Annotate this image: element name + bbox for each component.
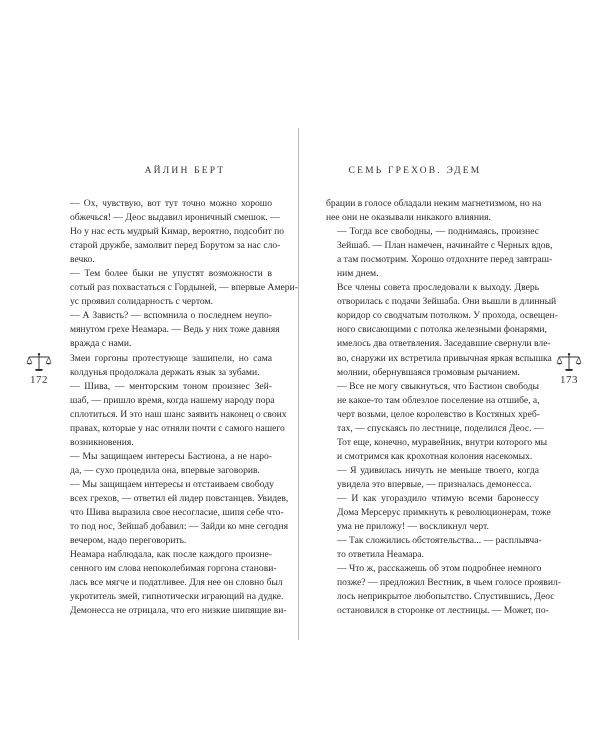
text-line: — Ох, чувствую, вот тут точно можно хорошо [70,198,272,209]
text-line: лась все мягче и податливее. Для нее он словно был [70,577,283,589]
text-line: а там посмотрим. Хорошо отдохните перед завтраш- [337,254,553,266]
text-line: тах, — спускаясь по лестнице, поделился Деос. — [337,422,544,434]
text-line: — Тогда все свободны, — поднимаясь, произнес [337,226,539,238]
text-line: остановился в сторонке от лестницы. — Может, по- [337,605,549,617]
paragraph [59,309,280,351]
paragraph [326,281,558,379]
text-line: вечером, надо переговорить. [70,535,187,547]
page-number: 172 [30,374,48,386]
page-number: 173 [560,374,578,386]
scales-icon [22,352,56,372]
text-line: Зейшаб. — План намечен, начинайте с Черных вдов, [337,240,553,252]
text-line: увидела это впервые, — призналась демонесса. [337,478,532,490]
paragraph [326,492,551,534]
text-line: брации в голосе обладали неким магнетизмом, но на [326,198,542,209]
paragraph [59,478,289,548]
paragraph [59,380,287,450]
text-line: черт возьми, целое королевство в Костяных хреб- [337,408,540,420]
text-line: Дома Мерсерус примкнуть к революционерам, тоже [337,507,551,519]
left-page-text [59,197,298,618]
text-line: сплотиться. И это наш шанс заявить наконец о своих [70,408,287,420]
text-line: нее они не оказывали никакого влияния. [326,212,491,224]
text-line: всех грехов, — ответил ей лидер повстанцев. Увидев, [70,492,289,504]
text-line: не какое-то там облезлое поселение на отшибе, а, [337,394,540,406]
paragraph [326,225,553,281]
text-line: обжечься! — Деос выдавил ироничный смешок. — [70,212,280,224]
paragraph [326,534,542,562]
text-line: Неамара наблюдала, как после каждого произне- [70,549,272,561]
text-line: позже? — предложил Вестник, в чьем голосе проявил- [337,577,561,589]
text-line: возникновения. [70,436,134,448]
text-line: — Шива, — менторским тоном произнес Зей- [70,380,272,392]
text-line: Тот еще, конечно, муравейник, внутри которого мы [337,436,548,448]
paragraph [326,380,548,464]
text-line: Змеи горгоны протестующе зашипели, но сама [70,352,272,364]
text-line: вражда с нами. [70,338,132,350]
text-line: лось неприкрытое любопытство. Спустившись, Деос [337,591,555,603]
text-line: сенного им слова непоколебимая горгона станови- [70,563,277,575]
text-line: Но у нас есть мудрый Кимар, вероятно, подсобит по [70,226,285,238]
text-line: — Тем более быки не упустят возможности в [70,268,272,280]
text-line: колдунья продолжала держать язык за зубами. [70,366,260,378]
text-line: Демонесса не отрицала, что его низкие шипящие ви- [70,605,287,617]
text-line: — Что ж, расскажешь об этом подробнее немного [337,563,542,575]
page-gutter-divider [298,128,299,640]
paragraph [59,267,298,309]
text-line: сотый раз похвастаться с Гордыней, — впервые Амери- [70,282,298,294]
text-line: имелось два ответвления. Заседавшие свернули вле- [337,338,551,350]
text-line: — Я удивилась ничуть не меньше твоего, когда [337,464,539,476]
paragraph [59,450,272,478]
text-line: старой дружбе, замолвит перед Борутом за нас сло- [70,240,281,252]
text-line: да, — сухо процедила она, впервые заговорив. [70,464,260,476]
text-line: ус проявил солидарность с чертом. [70,296,214,308]
text-line: и смотримся как крохотная колония насекомых. [337,450,533,462]
running-head-title: СЕМЬ ГРЕХОВ. ЭДЕМ [348,166,482,176]
text-line: ним днем. [337,268,379,280]
text-line: молнии, обернувшаяся громовым рычанием. [337,366,520,378]
text-line: то под нос, Зейшаб добавил: — Зайди ко мне сегодня [70,521,288,533]
text-line: — Мы защищаем интересы и отстаиваем свободу [70,478,274,490]
paragraph [59,352,272,380]
running-head-author: АЙЛИН БЕРТ [144,166,226,176]
text-line: вечко. [70,254,95,266]
text-line: то ответила Неамара. [337,549,424,561]
text-line: — А Зависть? — вспомнила о последнем неупо- [70,310,272,322]
scales-icon [552,352,586,372]
text-line: во, снаружи их встретила привычная яркая вспышка [337,352,552,364]
text-line: — Все не могу свыкнуться, что Бастион свободы [337,380,539,392]
text-line: мянутом грехе Неамара. — Ведь у них тоже давняя [70,324,280,336]
text-line: ного свисающими с потолка железными фонарями, [337,324,547,336]
text-line: что Шива выразила свое несогласие, шипя себе что- [70,507,284,519]
paragraph [326,562,561,618]
right-folio [552,352,586,386]
paragraph [59,548,287,618]
paragraph [326,197,542,225]
paragraph [326,464,539,492]
text-line: коридор со сводчатым потолком. У прохода, освещен- [337,310,558,322]
left-folio [22,352,56,386]
text-line: отворилась с подачи Зейшаба. Они вышли в длинный [337,296,557,308]
text-line: ума не приложу! — воскликнул черт. [337,521,489,533]
text-line: правах, которые у нас отняли почти с самого нашего [70,422,285,434]
text-line: — Мы защищаем интересы Бастиона, а не наро- [70,450,272,462]
paragraph [59,197,285,267]
text-line: Все члены совета проследовали к выходу. Дверь [337,282,539,294]
text-line: шаб, — пришло время, когда нашему народу пора [70,394,275,406]
text-line: — И как угораздило чтимую всеми баронессу [337,492,539,504]
text-line: укротитель змей, гипнотически играющий на дудке. [70,591,284,603]
right-page-text [326,197,561,618]
text-line: — Так сложились обстоятельства... — расплывча- [337,535,542,547]
